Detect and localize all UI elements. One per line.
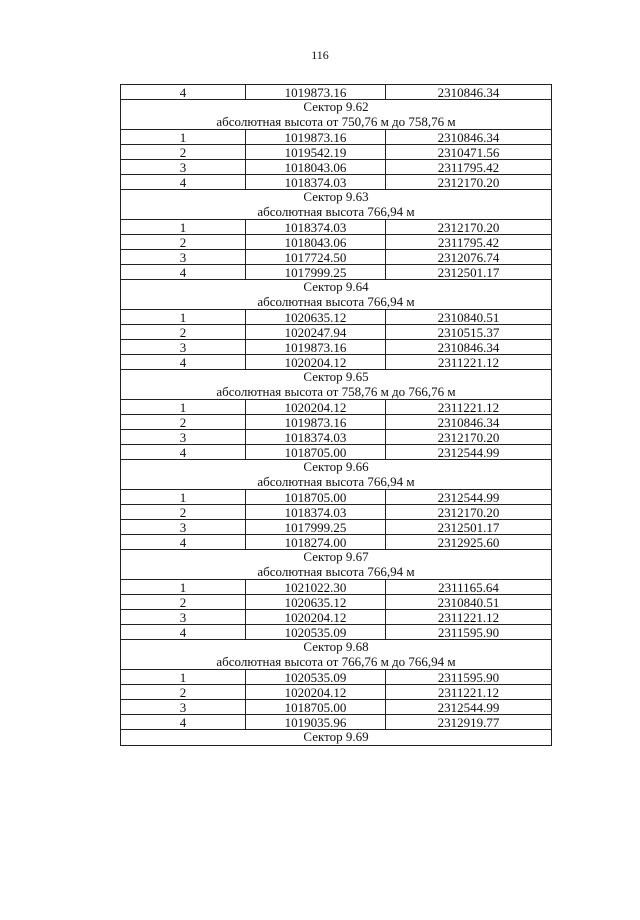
table-row: [121, 580, 552, 595]
table-row: [121, 445, 552, 460]
table-row: [121, 340, 552, 355]
point-number: 3: [121, 700, 246, 715]
point-number: 4: [121, 715, 246, 730]
coordinates-table: [120, 84, 552, 746]
sector-header: [121, 550, 552, 580]
sector-elevation: абсолютная высота от 758,76 м до 766,76 м: [216, 383, 456, 399]
sector-elevation: абсолютная высота 766,94 м: [257, 293, 415, 309]
coordinate-y: 2312076.74: [386, 250, 552, 265]
coordinate-x: 1018043.06: [246, 160, 386, 175]
coordinate-x: 1020204.12: [246, 610, 386, 625]
point-number: 4: [121, 445, 246, 460]
coordinate-y: 2312925.60: [386, 535, 552, 550]
coordinate-y: 2310846.34: [386, 85, 552, 100]
coordinate-x: 1018705.00: [246, 490, 386, 505]
sector-header-row: [121, 190, 552, 220]
sector-elevation: абсолютная высота 766,94 м: [257, 473, 415, 489]
point-number: 2: [121, 685, 246, 700]
point-number: 3: [121, 520, 246, 535]
sector-title: Сектор 9.67: [303, 549, 369, 564]
coordinate-x: 1020204.12: [246, 685, 386, 700]
sector-header: [121, 730, 552, 746]
sector-title: Сектор 9.68: [303, 639, 369, 654]
sector-header: [121, 190, 552, 220]
point-number: 3: [121, 160, 246, 175]
coordinate-y: 2312544.99: [386, 490, 552, 505]
coordinate-y: 2311221.12: [386, 400, 552, 415]
sector-header-row: [121, 640, 552, 670]
sector-header: [121, 100, 552, 130]
table-row: [121, 145, 552, 160]
coordinate-y: 2310846.34: [386, 340, 552, 355]
sector-elevation: абсолютная высота от 766,76 м до 766,94 м: [216, 653, 456, 669]
sector-header-row: [121, 370, 552, 400]
sector-header-row: [121, 730, 552, 746]
coordinate-y: 2310846.34: [386, 130, 552, 145]
coordinate-y: 2312501.17: [386, 265, 552, 280]
coordinate-x: 1021022.30: [246, 580, 386, 595]
point-number: 2: [121, 145, 246, 160]
point-number: 2: [121, 595, 246, 610]
sector-title: Сектор 9.66: [303, 459, 369, 474]
point-number: 2: [121, 505, 246, 520]
point-number: 3: [121, 250, 246, 265]
table-row: [121, 415, 552, 430]
table-row: [121, 325, 552, 340]
point-number: 1: [121, 490, 246, 505]
table-row: [121, 535, 552, 550]
table-row: [121, 685, 552, 700]
table-row: [121, 130, 552, 145]
coordinate-x: 1020635.12: [246, 310, 386, 325]
table-row: [121, 250, 552, 265]
coordinate-y: 2310840.51: [386, 595, 552, 610]
coordinate-x: 1018374.03: [246, 220, 386, 235]
coordinate-y: 2312919.77: [386, 715, 552, 730]
coordinate-x: 1019873.16: [246, 130, 386, 145]
coordinate-y: 2311221.12: [386, 355, 552, 370]
sector-title: Сектор 9.69: [303, 729, 369, 744]
sector-elevation: абсолютная высота от 750,76 м до 758,76 м: [216, 113, 456, 129]
sector-header: [121, 460, 552, 490]
point-number: 4: [121, 175, 246, 190]
coordinate-x: 1017999.25: [246, 520, 386, 535]
point-number: 1: [121, 400, 246, 415]
coordinate-y: 2312170.20: [386, 505, 552, 520]
table-row: [121, 700, 552, 715]
sector-header-row: [121, 460, 552, 490]
table-row: [121, 625, 552, 640]
table-row: [121, 175, 552, 190]
coordinate-y: 2310840.51: [386, 310, 552, 325]
coordinate-x: 1018374.03: [246, 505, 386, 520]
sector-title: Сектор 9.65: [303, 369, 369, 384]
point-number: 1: [121, 670, 246, 685]
point-number: 2: [121, 325, 246, 340]
point-number: 4: [121, 355, 246, 370]
point-number: 3: [121, 430, 246, 445]
coordinate-x: 1019873.16: [246, 340, 386, 355]
point-number: 1: [121, 310, 246, 325]
table-row: [121, 520, 552, 535]
sector-elevation: абсолютная высота 766,94 м: [257, 203, 415, 219]
coordinate-x: 1020204.12: [246, 400, 386, 415]
coordinate-y: 2311795.42: [386, 160, 552, 175]
coordinate-y: 2310846.34: [386, 415, 552, 430]
coordinate-y: 2311595.90: [386, 625, 552, 640]
sector-header: [121, 370, 552, 400]
coordinate-x: 1019035.96: [246, 715, 386, 730]
coordinate-x: 1019873.16: [246, 85, 386, 100]
coordinate-y: 2312544.99: [386, 700, 552, 715]
table-row: [121, 715, 552, 730]
sector-title: Сектор 9.62: [303, 99, 369, 114]
coordinate-x: 1019542.19: [246, 145, 386, 160]
table-row: [121, 310, 552, 325]
coordinate-y: 2312501.17: [386, 520, 552, 535]
coordinate-x: 1020535.09: [246, 625, 386, 640]
table-row: [121, 430, 552, 445]
page-number: 116: [311, 48, 329, 62]
coordinate-x: 1018705.00: [246, 700, 386, 715]
coordinate-y: 2311795.42: [386, 235, 552, 250]
coordinate-y: 2310515.37: [386, 325, 552, 340]
coordinate-x: 1018274.00: [246, 535, 386, 550]
point-number: 4: [121, 265, 246, 280]
coordinate-x: 1020535.09: [246, 670, 386, 685]
coordinate-x: 1018374.03: [246, 430, 386, 445]
coordinate-y: 2311221.12: [386, 685, 552, 700]
table-row: [121, 670, 552, 685]
table-row: [121, 265, 552, 280]
point-number: 2: [121, 235, 246, 250]
table-row: [121, 235, 552, 250]
sector-header-row: [121, 100, 552, 130]
point-number: 1: [121, 130, 246, 145]
coordinate-y: 2311165.64: [386, 580, 552, 595]
coordinate-x: 1017724.50: [246, 250, 386, 265]
coordinate-x: 1018705.00: [246, 445, 386, 460]
sector-title: Сектор 9.64: [303, 279, 369, 294]
point-number: 1: [121, 580, 246, 595]
table-row: [121, 505, 552, 520]
point-number: 4: [121, 85, 246, 100]
sector-header-row: [121, 550, 552, 580]
coordinate-y: 2312170.20: [386, 175, 552, 190]
coordinate-y: 2312170.20: [386, 220, 552, 235]
table-row: [121, 610, 552, 625]
coordinate-x: 1020635.12: [246, 595, 386, 610]
coordinate-y: 2312170.20: [386, 430, 552, 445]
table-row: [121, 355, 552, 370]
sector-header: [121, 280, 552, 310]
point-number: 4: [121, 625, 246, 640]
point-number: 3: [121, 610, 246, 625]
coordinate-y: 2311221.12: [386, 610, 552, 625]
coordinate-x: 1018043.06: [246, 235, 386, 250]
table-row: [121, 220, 552, 235]
sector-title: Сектор 9.63: [303, 189, 369, 204]
sector-header: [121, 640, 552, 670]
table-row: [121, 595, 552, 610]
coordinate-x: 1020247.94: [246, 325, 386, 340]
point-number: 3: [121, 340, 246, 355]
coordinate-x: 1019873.16: [246, 415, 386, 430]
table-row: [121, 85, 552, 100]
point-number: 2: [121, 415, 246, 430]
coordinate-y: 2311595.90: [386, 670, 552, 685]
table-row: [121, 160, 552, 175]
table-row: [121, 490, 552, 505]
point-number: 1: [121, 220, 246, 235]
coordinate-y: 2310471.56: [386, 145, 552, 160]
coordinate-y: 2312544.99: [386, 445, 552, 460]
sector-header-row: [121, 280, 552, 310]
coordinate-x: 1020204.12: [246, 355, 386, 370]
sector-elevation: абсолютная высота 766,94 м: [257, 563, 415, 579]
coordinate-x: 1017999.25: [246, 265, 386, 280]
point-number: 4: [121, 535, 246, 550]
coordinate-x: 1018374.03: [246, 175, 386, 190]
table-row: [121, 400, 552, 415]
